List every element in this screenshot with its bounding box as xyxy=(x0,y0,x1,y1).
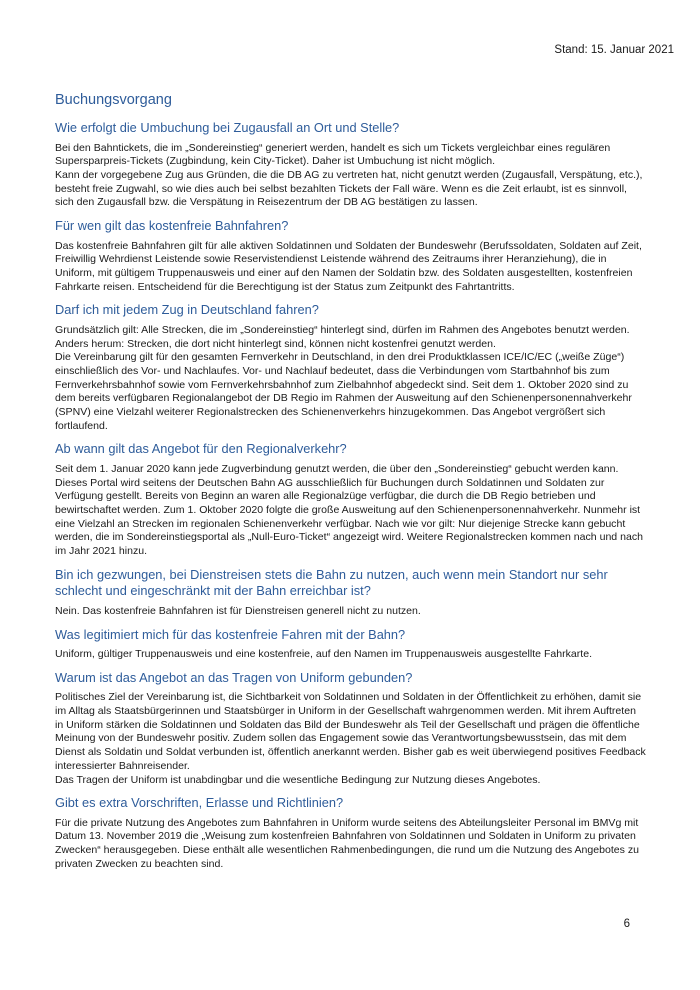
faq-question: Darf ich mit jedem Zug in Deutschland fahren? xyxy=(55,302,319,318)
faq-section xyxy=(55,218,647,294)
faq-section xyxy=(55,795,647,871)
faq-answer xyxy=(55,691,647,787)
answer-paragraph: Politisches Ziel der Vereinbarung ist, die Sichtbarkeit von Soldatinnen und Soldaten in der Öffentlichkeit zu erhöhen, damit sie im Alltag als Staatsbürgerinnen und Staatsbürger in Uniform in der Gesellschaft wahrgenommen werden. Mit ihrem Auftreten in Uniform stärken die Soldatinnen und Soldaten das Bild der Bundeswehr als Teil der Gesellschaft und prägen die öffentliche Meinung von der Bundeswehr positiv. Zudem sollen das Engagement sowie das Verantwortungsbewusstsein, das mit dem Dienst als Soldatin und Soldat verbunden ist, öffentlich anerkannt werden. Bisher gab es weit überwiegend positives Feedback interessierter Bahnreisender. xyxy=(55,691,646,772)
answer-paragraph: Das Tragen der Uniform ist unabdingbar und die wesentliche Bedingung zur Nutzung dieses Angebotes. xyxy=(55,773,541,786)
answer-paragraph: Nein. Das kostenfreie Bahnfahren ist für Dienstreisen generell nicht zu nutzen. xyxy=(55,604,421,617)
page-number: 6 xyxy=(623,918,630,930)
answer-paragraph: Das kostenfreie Bahnfahren gilt für alle aktiven Soldatinnen und Soldaten der Bundeswehr (Berufssoldaten, Soldaten auf Zeit, Freiwillig Wehrdienst Leistende sowie Reservistendienst Leistende während des Zeitraums ihrer Heranziehung), die in Uniform, mit gültigem Truppenausweis und einer auf den Namen der Soldatin bzw. des Soldaten ausgestellten, kostenfreien Fahrkarte reisen. Entscheidend für die Berechtigung ist der Status zum Zeitpunkt des Fahrtantritts. xyxy=(55,239,642,293)
faq-section xyxy=(55,302,647,433)
answer-paragraph: Die Vereinbarung gilt für den gesamten Fernverkehr in Deutschland, in den drei Produktklassen ICE/IC/EC („weiße Züge“) einschließlich des Vor- und Nachlaufes. Vor- und Nachlauf bedeutet, dass die Verbindungen vom Startbahnhof bis zum Fernverkehrsbahnhof sowie vom Fernverkehrsbahnhof zum Zielbahnhof abgedeckt sind. Seit dem 1. Oktober 2020 sind zu dem bereits verfügbaren Regionalangebot der DB Regio im Rahmen der Ausweitung auf den Schienenpersonennahverkehr (SPNV) eine Vielzahl weiterer Regionalstrecken des Schienenverkehrs hinzugekommen. Das Angebot vergrößert sich fortlaufend. xyxy=(55,351,632,432)
faq-answer xyxy=(55,463,647,559)
faq-question: Ab wann gilt das Angebot für den Regionalverkehr? xyxy=(55,441,347,457)
date-stamp: Stand: 15. Januar 2021 xyxy=(554,44,674,56)
faq-question: Was legitimiert mich für das kostenfreie Fahren mit der Bahn? xyxy=(55,626,406,642)
answer-paragraph: Seit dem 1. Januar 2020 kann jede Zugverbindung genutzt werden, die über den „Sondereinstieg“ gebucht werden kann. Dieses Portal wird seitens der Deutschen Bahn AG ausschließlich für Buchungen durch Soldatinnen und Soldaten zur Verfügung gestellt. Bereits von Beginn an waren alle Regionalzüge verfügbar, die durch die DB Regio betrieben und bewirtschaftet werden. Zum 1. Oktober 2020 folgte die große Ausweitung auf den Schienenpersonennahverkehr. Nunmehr ist eine Vielzahl an Strecken im regionalen Schienenverkehr verfügbar. Nach wie vor gilt: Nur diejenige Strecke kann gebucht werden, die im Sondereinstiegsportal als „Null-Euro-Ticket“ angezeigt wird. Weitere Regionalstrecken kommen nach und nach im Jahr 2021 hinzu. xyxy=(55,462,643,558)
faq-section xyxy=(55,567,647,619)
answer-paragraph: Grundsätzlich gilt: Alle Strecken, die im „Sondereinstieg“ hinterlegt sind, dürfen im Rahmen des Angebotes benutzt werden. Anders herum: Strecken, die dort nicht hinterlegt sind, können nicht kostenfrei genutzt werden. xyxy=(55,323,630,350)
faq-question: Für wen gilt das kostenfreie Bahnfahren? xyxy=(55,218,289,234)
faq-question: Gibt es extra Vorschriften, Erlasse und Richtlinien? xyxy=(55,795,344,811)
faq-answer xyxy=(55,142,647,211)
answer-paragraph: Kann der vorgegebene Zug aus Gründen, die die DB AG zu vertreten hat, nicht genutzt werden (Zugausfall, Verspätung, etc.), besteht freie Zugwahl, so wie dies auch bei selbst bezahlten Tickets der Fall wäre. Wenn es die Zeit erlaubt, ist es sinnvoll, sich den Zugausfall bzw. die Verspätung in Reisezentrum der DB AG bestätigen zu lassen. xyxy=(55,168,643,209)
answer-paragraph: Uniform, gültiger Truppenausweis und eine kostenfreie, auf den Namen im Truppenausweis ausgestellte Fahrkarte. xyxy=(55,648,593,661)
faq-question: Warum ist das Angebot an das Tragen von Uniform gebunden? xyxy=(55,669,413,685)
faq-question: Wie erfolgt die Umbuchung bei Zugausfall an Ort und Stelle? xyxy=(55,120,400,135)
answer-paragraph: Für die private Nutzung des Angebotes zum Bahnfahren in Uniform wurde seitens des Abteilungsleiter Personal im BMVg mit Datum 13. November 2019 die „Weisung zum kostenfreien Bahnfahren von Soldatinnen und Soldaten in Uniform zu privaten Zwecken“ herausgegeben. Diese enthält alle wesentlichen Rahmenbedingungen, die rund um die Nutzung des Angebotes zu privaten Zwecken zu beachten sind. xyxy=(55,816,639,870)
page-title: Buchungsvorgang xyxy=(55,92,172,108)
faq-answer xyxy=(55,648,647,662)
faq-answer xyxy=(55,605,647,619)
faq-answer xyxy=(55,240,647,295)
answer-paragraph: Bei den Bahntickets, die im „Sondereinstieg“ generiert werden, handelt es sich um Tickets vergleichbar eines regulären Supersparpreis-Tickets (Zugbindung, kein City-Ticket). Daher ist Umbuchung ist nicht möglich. xyxy=(55,141,611,168)
content-area xyxy=(55,92,647,880)
faq-section xyxy=(55,441,647,558)
faq-section xyxy=(55,120,647,210)
faq-answer xyxy=(55,324,647,434)
faq-question: Bin ich gezwungen, bei Dienstreisen stets die Bahn zu nutzen, auch wenn mein Standort nur sehr schlecht und eingeschränkt mit der Bahn erreichbar ist? xyxy=(55,566,608,599)
faq-section xyxy=(55,670,647,787)
faq-section xyxy=(55,627,647,662)
faq-answer xyxy=(55,817,647,872)
